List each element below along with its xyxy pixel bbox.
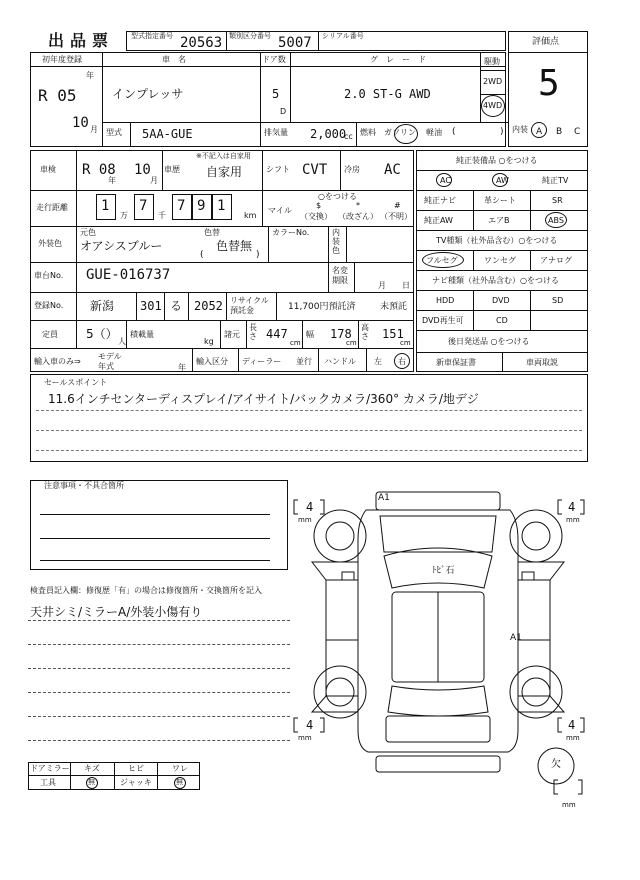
chassis-label: 車台No. [34, 271, 64, 280]
doors-label: ドア数 [262, 55, 286, 64]
car-damage-diagram [288, 480, 588, 810]
usage-value: 自家用 [206, 165, 243, 179]
first-reg-label: 初年度登録 [42, 55, 82, 64]
height-label: 高さ [361, 323, 369, 341]
altered-label: （改ざん） [338, 212, 378, 221]
tread-rl: 4 [306, 718, 314, 732]
category-value: 5007 [278, 35, 312, 51]
model-designation-label: 型式指定番号 [131, 32, 173, 40]
inspector-label: 検査員記入欄：修復歴「有」の場合は修復箇所・交換箇所を記入 [30, 586, 262, 595]
later-manual: 車両取説 [526, 358, 558, 367]
drive-selected-circle [481, 95, 505, 117]
oil-label: 軽油 [426, 128, 442, 137]
equip-tv: 純正TV [542, 176, 569, 185]
equip-ac: AC [440, 176, 451, 185]
dims-label: 諸元 [224, 330, 240, 339]
first-reg-month: 10 [72, 115, 89, 131]
inspection-label: 車検 [40, 165, 56, 174]
color-label: 外装色 [38, 239, 62, 248]
usage-note: ※不記入は自家用 [196, 152, 251, 160]
tread-rr: 4 [568, 718, 576, 732]
damage-mark-bumper: A1 [378, 493, 390, 503]
handle-label: ハンドル [324, 357, 356, 366]
equip-genuine-aw: 純正AW [424, 216, 453, 225]
width-value: 178 [330, 327, 352, 341]
tread-fr: 4 [568, 500, 576, 514]
import-label: 輸入車のみ⇒ [34, 357, 81, 366]
navi-cd: CD [496, 316, 508, 325]
mile-label: マイル [268, 206, 292, 215]
tv-title: TV種類（社外品含む）○をつける [436, 236, 558, 245]
recycle-label: リサイクル預託金 [230, 296, 269, 315]
legend-cell: 無 [176, 778, 183, 786]
sales-point-box [30, 374, 588, 462]
ac-value: AC [384, 162, 401, 178]
legend-cell: 工具 [40, 778, 56, 787]
inspector-text: 天井シミ/ミラーA/外装小傷有り [30, 605, 203, 619]
doors-value: 5 [272, 87, 280, 101]
genuine-title: 純正装備品 ○をつける [456, 156, 538, 165]
reg-label: 登録No. [34, 301, 64, 310]
chassis-value: GUE-016737 [86, 267, 171, 283]
color-change-value: 色替無 [216, 239, 253, 253]
model-year-label: モデル年式 [98, 352, 122, 371]
load-label: 積載量 [130, 330, 154, 339]
right-label: 右 [398, 357, 406, 366]
equip-airbag: エアB [488, 216, 510, 225]
handle-selected-circle [394, 353, 410, 369]
score-label: 評価点 [532, 37, 560, 47]
model-value: 5AA-GUE [142, 127, 193, 141]
sales-label: セールスポイント [44, 378, 108, 387]
interior-b: B [556, 127, 563, 137]
hood [380, 516, 496, 552]
grade-label: グ レ ー ド [370, 55, 426, 64]
inspection-value: R 08 [82, 162, 116, 178]
caution-label: 注意事項・不具合箇所 [44, 481, 124, 490]
grade-value: 2.0 ST-G AWD [344, 87, 431, 101]
recycle-value: 11,700円預託済 [288, 302, 356, 312]
sales-text: 11.6インチセンターディスプレイ/アイサイト/バックカメラ/360° カメラ/地デジ [48, 392, 479, 406]
displacement-value: 2,000 [310, 127, 347, 141]
unknown-label: （不明） [380, 212, 412, 221]
usage-label: 車歴 [164, 165, 180, 174]
height-value: 151 [382, 327, 404, 341]
form-title: 出品票 [48, 31, 115, 50]
fuel-selected-circle [394, 124, 418, 144]
mileage-digit: 7 [139, 198, 148, 214]
interior-c: C [574, 127, 581, 137]
door-front-right [518, 580, 550, 640]
reg-area: 新潟 [90, 299, 115, 313]
navi-sd: SD [552, 296, 564, 305]
color-change-label: 色替 [204, 228, 220, 237]
car-name-label: 車 名 [162, 55, 186, 64]
color-value: オアシスブルー [80, 239, 163, 253]
interior-selected-circle [531, 122, 547, 138]
length-value: 447 [266, 327, 288, 341]
trunk [386, 716, 490, 742]
drive-label: 駆動 [484, 57, 500, 66]
name-change-label: 名変期限 [332, 266, 348, 285]
drive-4wd: 4WD [483, 101, 503, 110]
caution-box [30, 480, 288, 570]
interior-color-label: 内装色 [332, 228, 340, 255]
equip-sr: SR [552, 196, 563, 205]
displacement-label: 排気量 [264, 128, 288, 137]
circle-note: ○をつける [318, 192, 357, 201]
tv-analog: アナログ [540, 256, 572, 265]
exchange-label: （交換） [300, 212, 332, 221]
door-front-left [326, 580, 358, 640]
navi-hdd: HDD [436, 296, 455, 305]
front-bumper [376, 492, 500, 510]
color-no-label: カラーNo. [272, 228, 310, 237]
damage-mark-windshield: ﾄﾋﾞ石 [432, 566, 455, 576]
equip-abs: ABS [548, 216, 564, 225]
interior-a: A [536, 127, 543, 137]
left-label: 左 [374, 357, 382, 366]
tv-fullseg: フルセグ [426, 256, 458, 265]
model-designation-value: 20563 [180, 35, 223, 51]
score-value: 5 [538, 63, 560, 104]
legend-header: ヒビ [128, 764, 144, 773]
mileage-label: 走行距離 [36, 203, 68, 212]
parallel-label: 並行 [296, 357, 312, 366]
rear-window [388, 686, 488, 716]
inspection-month: 10 [134, 162, 151, 178]
equip-aw: AW [496, 176, 509, 185]
fuel-label: 燃料 [360, 128, 376, 137]
navi-title: ナビ種類（社外品含む）○をつける [432, 276, 559, 285]
legend-header: ワレ [172, 764, 188, 773]
model-label: 型式 [106, 128, 122, 137]
drive-2wd: 2WD [483, 77, 503, 86]
spare-label: 欠 [551, 759, 561, 770]
legend-cell: ジャッキ [120, 778, 152, 787]
later-title: 後日発送品 ○をつける [448, 337, 530, 346]
tv-oneseg: ワンセグ [484, 256, 516, 265]
interior-label: 内装 [512, 125, 528, 134]
rear-bumper [376, 756, 500, 772]
legend-cell: 無 [88, 778, 95, 786]
import-type-label: 輸入区分 [196, 357, 228, 366]
capacity-label: 定員 [42, 330, 58, 339]
shift-value: CVT [302, 162, 328, 178]
width-label: 幅 [306, 330, 314, 339]
orig-color-label: 元色 [80, 228, 96, 237]
navi-dvd: DVD [492, 296, 510, 305]
equip-navi: 純正ナビ [424, 196, 456, 205]
category-label: 類別区分番号 [229, 32, 271, 40]
mileage-digit: 7 [177, 198, 186, 214]
capacity-value: 5（） [86, 327, 118, 341]
car-name-value: インプレッサ [112, 87, 184, 101]
damage-mark-door: A1 [510, 633, 522, 643]
reg-class: 301 [140, 299, 162, 313]
first-reg-era: R 05 [38, 86, 77, 105]
reg-number: 2052 [194, 299, 223, 313]
shift-label: シフト [266, 165, 290, 174]
ac-label: 冷房 [344, 165, 360, 174]
mileage-digit: 9 [197, 198, 206, 214]
mileage-digit: 1 [217, 198, 226, 214]
serial-label: シリアル番号 [322, 32, 364, 40]
length-label: 長さ [249, 323, 257, 341]
later-warranty: 新車保証書 [436, 358, 476, 367]
legend-header: ドアミラー [30, 764, 70, 773]
dealer-label: ディーラー [242, 357, 282, 366]
legend-header: キズ [84, 764, 100, 773]
recycle-unpaid: 未預託 [380, 302, 408, 312]
tread-fl: 4 [306, 500, 314, 514]
mileage-digit: 1 [101, 198, 110, 214]
reg-kana: る [170, 299, 183, 313]
navi-dvd-play: DVD再生可 [422, 316, 464, 325]
equip-leather: 革シート [484, 196, 516, 205]
fuel-value: ガソリン [384, 128, 416, 137]
